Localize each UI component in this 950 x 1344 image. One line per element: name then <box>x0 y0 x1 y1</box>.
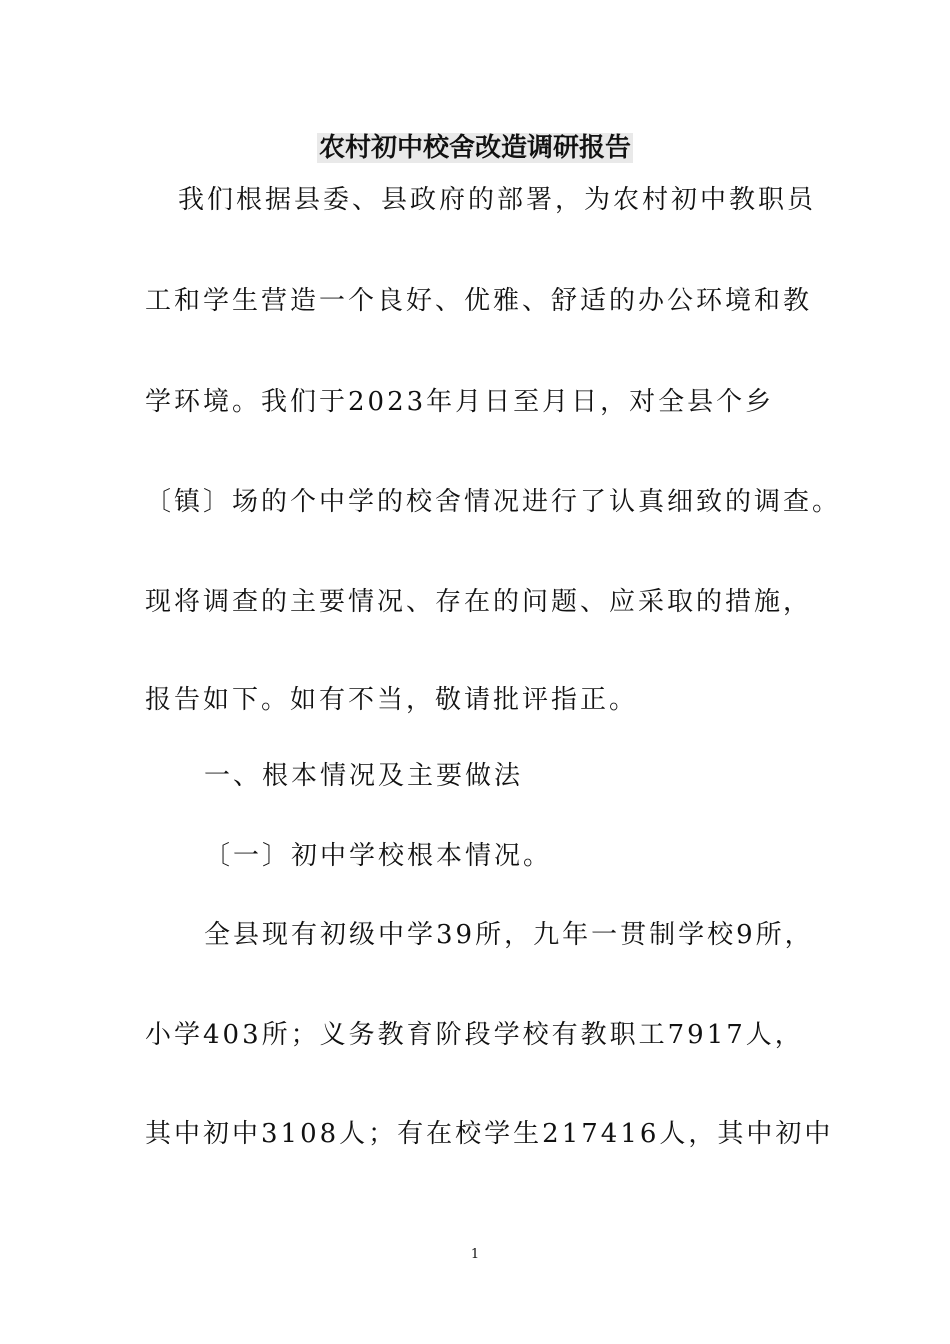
section-heading: 一、根本情况及主要做法 <box>204 761 524 791</box>
page-number: 1 <box>470 1247 480 1262</box>
paragraph-line: 〔镇〕场的个中学的校舍情况进行了认真细致的调查。 <box>145 487 842 517</box>
paragraph-line: 报告如下。如有不当，敬请批评指正。 <box>145 685 639 715</box>
subsection-heading: 〔一〕初中学校根本情况。 <box>204 841 553 871</box>
document-title <box>0 128 950 168</box>
paragraph-line: 我们根据县委、县政府的部署，为农村初中教职员 <box>178 185 817 215</box>
paragraph-line: 学环境。我们于2023年月日至月日，对全县个乡 <box>145 387 775 417</box>
paragraph-line: 工和学生营造一个良好、优雅、舒适的办公环境和教 <box>145 286 813 316</box>
title-text: 农村初中校舍改造调研报告 <box>318 133 631 163</box>
paragraph-line: 小学403所；义务教育阶段学校有教职工7917人， <box>145 1020 804 1050</box>
paragraph-line: 全县现有初级中学39所，九年一贯制学校9所， <box>204 920 814 950</box>
paragraph-line: 现将调查的主要情况、存在的问题、应采取的措施， <box>145 587 813 617</box>
paragraph-line: 其中初中3108人；有在校学生217416人，其中初中 <box>145 1119 834 1149</box>
